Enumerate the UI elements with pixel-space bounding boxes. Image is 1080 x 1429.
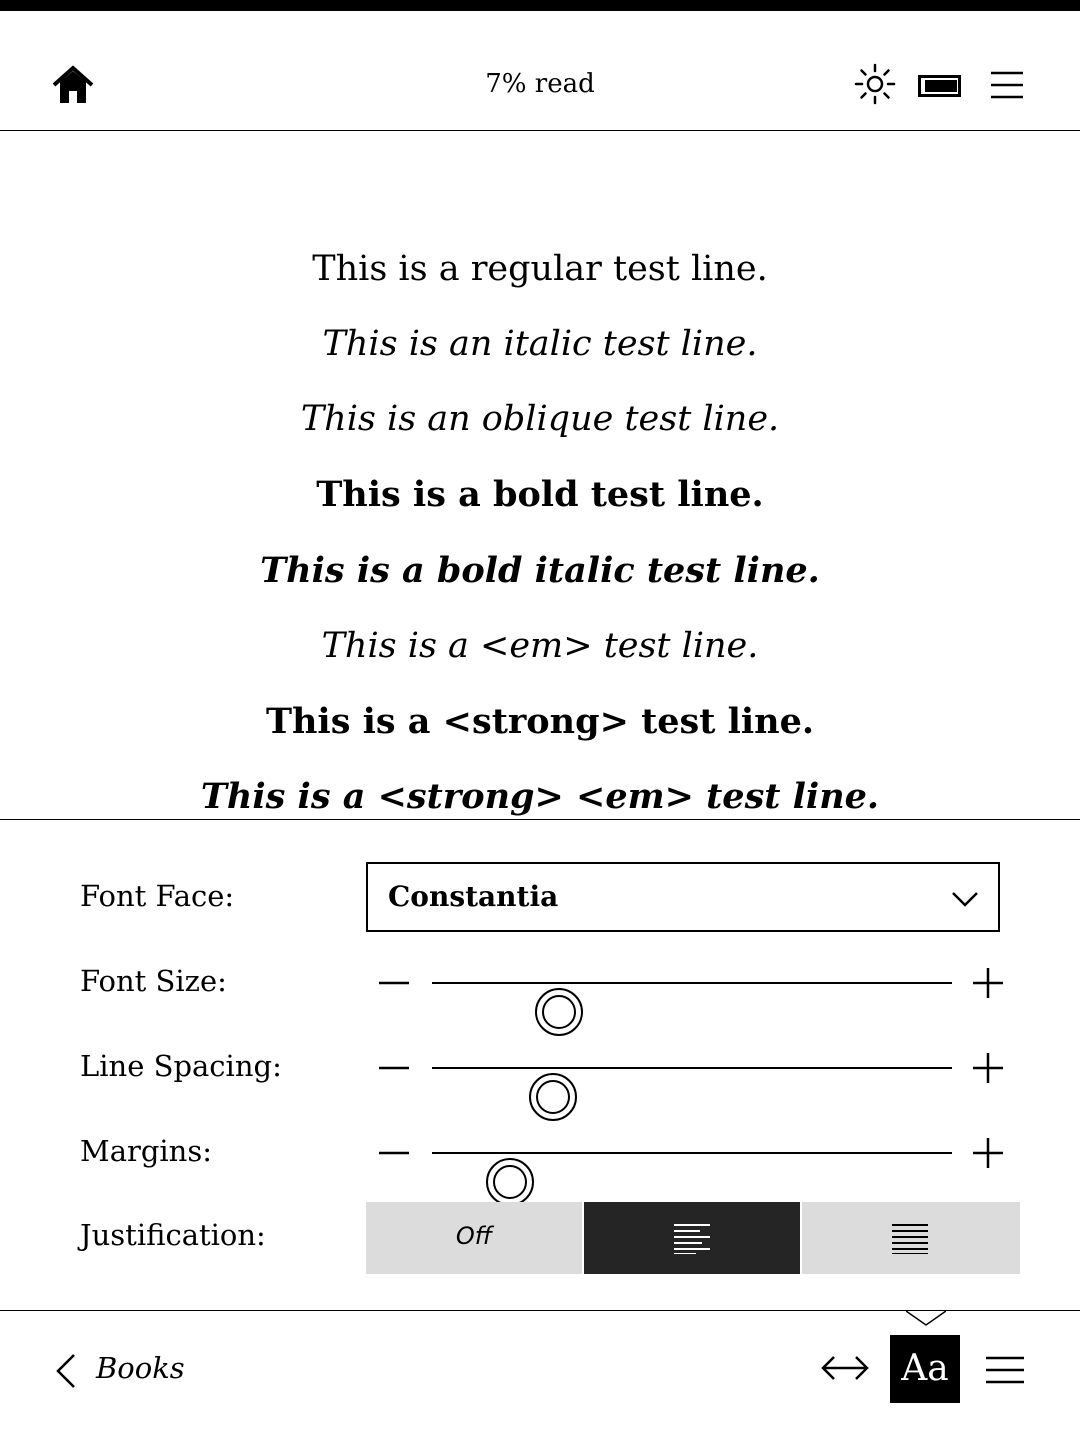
battery-icon	[918, 73, 964, 99]
test-line-bold: This is a bold test line.	[316, 474, 764, 515]
justification-left-button[interactable]	[584, 1202, 800, 1274]
justification-off-button[interactable]	[366, 1202, 582, 1274]
justification-toggle	[366, 1202, 1020, 1274]
test-line-oblique: This is an oblique test line.	[300, 399, 780, 439]
reading-progress: 7% read	[485, 69, 595, 99]
test-line-regular: This is a regular test line.	[312, 249, 768, 289]
font-size-slider-row	[366, 953, 1026, 1013]
justification-off-label: Off	[455, 1222, 493, 1250]
margins-slider-row	[366, 1123, 1026, 1183]
line-spacing-decrease-icon[interactable]	[378, 1052, 410, 1084]
font-size-label: Font Size:	[80, 964, 227, 998]
margins-label: Margins:	[80, 1134, 213, 1168]
margins-slider-thumb[interactable]	[486, 1158, 534, 1206]
font-face-label: Font Face:	[80, 879, 235, 913]
menu-icon[interactable]	[986, 68, 1028, 102]
font-face-dropdown[interactable]	[366, 862, 1000, 932]
margins-increase-icon[interactable]	[972, 1137, 1004, 1169]
test-line-strong: This is a <strong> test line.	[265, 701, 815, 742]
chevron-down-icon	[950, 886, 980, 910]
test-line-strong-em: This is a <strong> <em> test line.	[200, 776, 880, 817]
page-width-icon[interactable]	[820, 1351, 870, 1385]
test-line-bold-italic: This is a bold italic test line.	[260, 550, 820, 591]
line-spacing-increase-icon[interactable]	[972, 1052, 1004, 1084]
test-line-em: This is a <em> test line.	[321, 626, 759, 666]
margins-decrease-icon[interactable]	[378, 1137, 410, 1169]
line-spacing-slider-row	[366, 1038, 1026, 1098]
line-spacing-slider-thumb[interactable]	[529, 1073, 577, 1121]
text-settings-button[interactable]: Aa	[890, 1335, 960, 1403]
justification-full-button[interactable]	[802, 1202, 1020, 1274]
header-bar	[0, 11, 1080, 131]
align-justify-icon	[890, 1222, 930, 1254]
align-left-icon	[672, 1222, 712, 1254]
back-label: Books	[96, 1351, 185, 1385]
footer-bar	[0, 1311, 1080, 1429]
font-face-value: Constantia	[388, 880, 559, 913]
font-size-increase-icon[interactable]	[972, 967, 1004, 999]
reading-settings-panel	[0, 819, 1080, 1311]
status-bar	[0, 0, 1080, 11]
line-spacing-slider[interactable]	[432, 1067, 952, 1069]
font-size-slider[interactable]	[432, 982, 952, 984]
font-size-decrease-icon[interactable]	[378, 967, 410, 999]
font-size-slider-thumb[interactable]	[535, 988, 583, 1036]
margins-slider[interactable]	[432, 1152, 952, 1154]
line-spacing-label: Line Spacing:	[80, 1049, 282, 1083]
chevron-left-icon	[52, 1353, 78, 1389]
book-page[interactable]	[0, 131, 1080, 819]
contents-menu-icon[interactable]	[984, 1353, 1026, 1387]
test-line-italic: This is an italic test line.	[322, 324, 758, 364]
justification-label: Justification:	[80, 1218, 266, 1252]
brightness-icon[interactable]	[852, 61, 898, 107]
